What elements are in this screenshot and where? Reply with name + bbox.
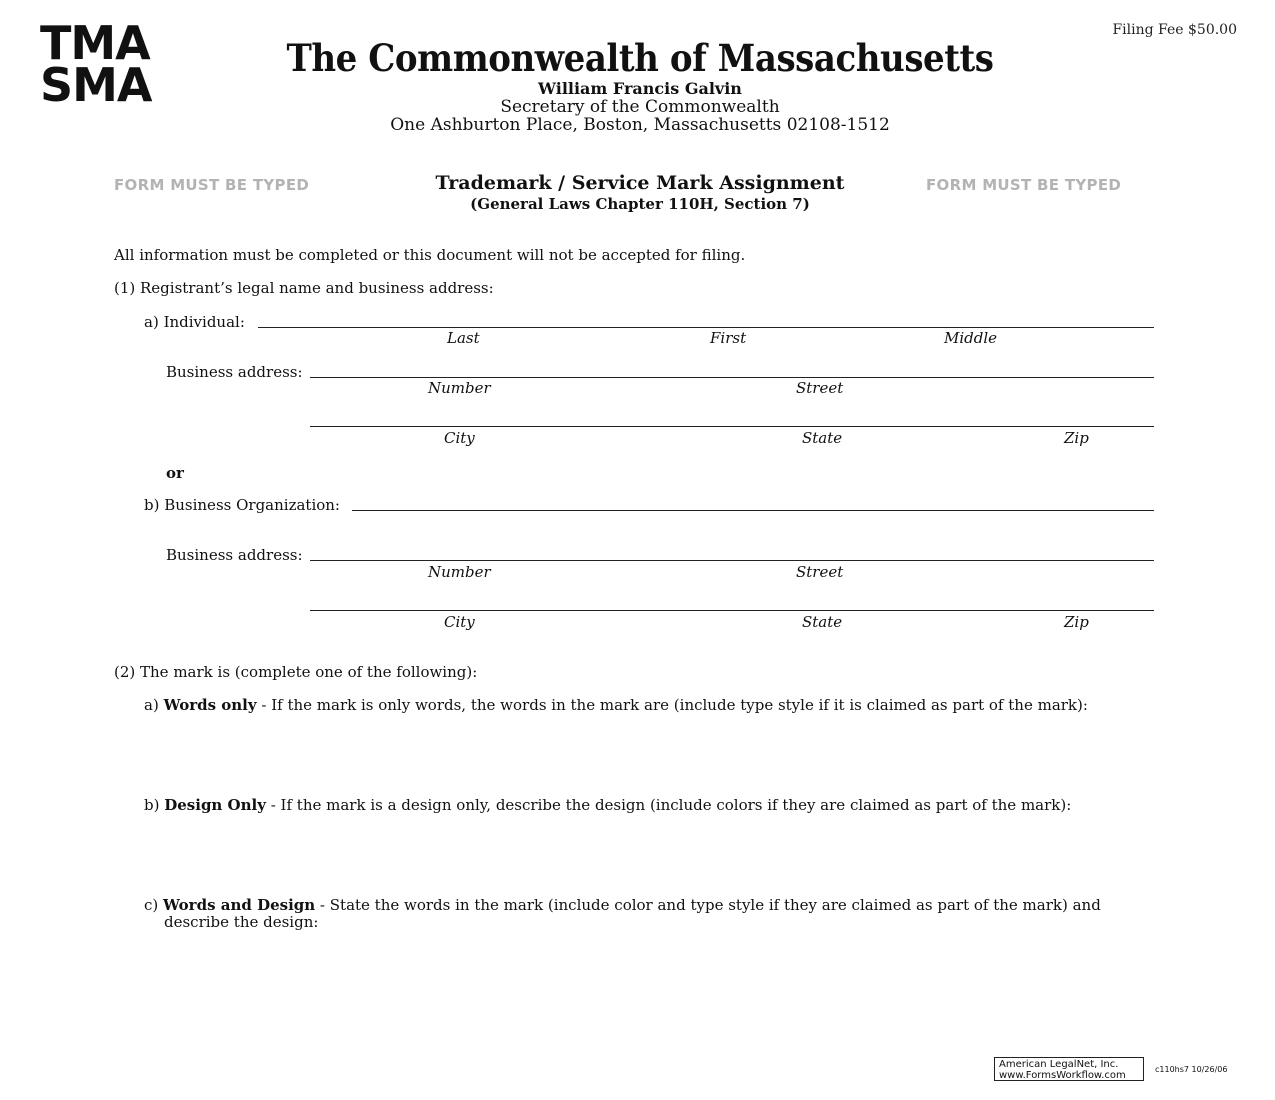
caption-city: City <box>444 613 475 631</box>
words-only-entry-area[interactable] <box>144 720 1154 790</box>
individual-street-field[interactable] <box>310 377 1154 378</box>
or-separator: or <box>166 464 184 482</box>
option-c-prefix: c) <box>144 896 159 914</box>
caption-first: First <box>710 329 747 347</box>
publisher-name: American LegalNet, Inc. <box>999 1059 1119 1070</box>
form-title: Trademark / Service Mark Assignment <box>435 172 845 194</box>
caption-city: City <box>444 429 475 447</box>
option-a-text: - If the mark is only words, the words in the mark are (include type style if it is claimed as part of the mark): <box>256 696 1088 714</box>
individual-label: a) Individual: <box>144 313 245 331</box>
office-address: One Ashburton Place, Boston, Massachusetts 02108-1512 <box>390 115 890 135</box>
caption-number: Number <box>428 563 491 581</box>
option-c-text-continued: describe the design: <box>164 913 319 931</box>
header <box>240 36 1040 135</box>
logo-line-2: SMA <box>40 58 152 112</box>
form-must-be-typed-left: FORM MUST BE TYPED <box>114 176 310 194</box>
section-2-heading: (2) The mark is (complete one of the following): <box>114 663 478 681</box>
option-a-title: Words only <box>163 696 257 714</box>
organization-name-field[interactable] <box>352 510 1154 511</box>
secretary-title: Secretary of the Commonwealth <box>500 97 780 117</box>
caption-last: Last <box>447 329 480 347</box>
option-b-text: - If the mark is a design only, describe the design (include colors if they are claimed as part of the mark): <box>265 796 1072 814</box>
caption-zip: Zip <box>1064 429 1089 447</box>
form-code: c110hs7 10/26/06 <box>1155 1065 1228 1074</box>
caption-middle: Middle <box>944 329 998 347</box>
caption-state: State <box>802 429 843 447</box>
caption-number: Number <box>428 379 491 397</box>
caption-street: Street <box>796 379 844 397</box>
caption-zip: Zip <box>1064 613 1089 631</box>
form-must-be-typed-right: FORM MUST BE TYPED <box>926 176 1122 194</box>
words-and-design-entry-area[interactable] <box>144 936 1154 1036</box>
secretary-name: William Francis Galvin <box>538 79 742 98</box>
option-c-title: Words and Design <box>163 896 316 914</box>
option-c-text: - State the words in the mark (include color and type style if they are claimed as part of the mark) and <box>315 896 1101 914</box>
logo-line-1: TMA <box>40 16 150 70</box>
caption-street: Street <box>796 563 844 581</box>
caption-state: State <box>802 613 843 631</box>
option-design-only <box>144 796 1071 814</box>
individual-name-field[interactable] <box>258 327 1154 328</box>
individual-business-address-label: Business address: <box>166 363 303 381</box>
option-words-only <box>144 696 1088 714</box>
tma-sma-logo <box>40 16 210 112</box>
organization-city-field[interactable] <box>310 610 1154 611</box>
option-words-and-design <box>144 896 1101 914</box>
option-b-prefix: b) <box>144 796 160 814</box>
design-only-entry-area[interactable] <box>144 820 1154 890</box>
option-a-prefix: a) <box>144 696 159 714</box>
form-title-block <box>380 172 900 214</box>
organization-label: b) Business Organization: <box>144 496 340 514</box>
organization-business-address-label: Business address: <box>166 546 303 564</box>
option-b-title: Design Only <box>164 796 266 814</box>
form-subtitle: (General Laws Chapter 110H, Section 7) <box>470 195 810 213</box>
section-1-heading: (1) Registrant’s legal name and business address: <box>114 279 494 297</box>
publisher-website: www.FormsWorkflow.com <box>999 1070 1126 1081</box>
individual-city-field[interactable] <box>310 426 1154 427</box>
intro-text: All information must be completed or this document will not be accepted for filing. <box>114 246 746 264</box>
commonwealth-title: The Commonwealth of Massachusetts <box>286 36 994 80</box>
publisher-box <box>994 1057 1144 1081</box>
organization-street-field[interactable] <box>310 560 1154 561</box>
filing-fee: Filing Fee $50.00 <box>1112 22 1237 38</box>
